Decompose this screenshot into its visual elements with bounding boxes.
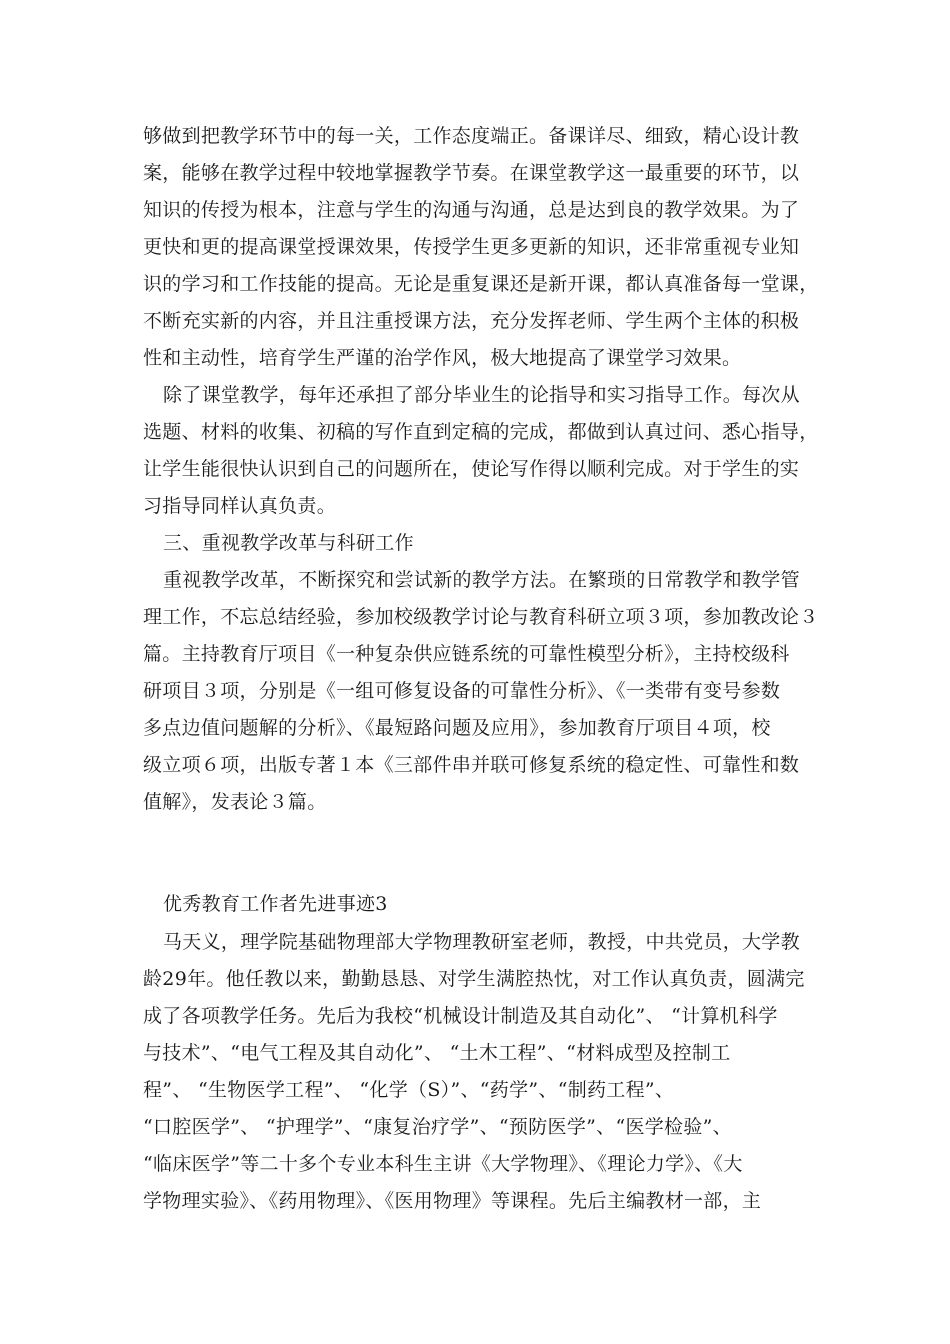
paragraph-line: 习指导同样认真负责。: [143, 495, 337, 517]
paragraph-line: 让学生能很快认识到自己的问题所在，使论写作得以顺利完成。对于学生的实: [143, 458, 800, 480]
paragraph-line: 多点边值问题解的分析》、《最短路问题及应用》，参加教育厅项目４项，校: [143, 717, 771, 739]
paragraph-line: 理工作，不忘总结经验，参加校级教学讨论与教育科研立项３项，参加教改论３: [143, 606, 819, 628]
paragraph-line: 不断充实新的内容，并且注重授课方法，充分发挥老师、学生两个主体的积极: [143, 310, 800, 332]
paragraph-line: 知识的传授为根本，注意与学生的沟通与沟通，总是达到良的教学效果。为了: [143, 199, 800, 221]
paragraph-line: 案，能够在教学过程中较地掌握教学节奏。在课堂教学这一最重要的环节，以: [143, 162, 800, 184]
paragraph-line: 值解》，发表论３篇。: [143, 791, 327, 813]
paragraph-line: 性和主动性，培育学生严谨的治学作风，极大地提高了课堂学习效果。: [143, 347, 742, 369]
section-heading: 三、重视教学改革与科研工作: [163, 532, 414, 554]
paragraph-line: 重视教学改革，不断探究和尝试新的教学方法。在繁琐的日常教学和教学管: [163, 569, 800, 591]
paragraph-line: “口腔医学”、 “护理学”、“康复治疗学”、“预防医学”、“医学检验”、: [143, 1116, 732, 1138]
paragraph-line: 篇。主持教育厅项目《一种复杂供应链系统的可靠性模型分析》，主持校级科: [143, 643, 790, 665]
paragraph-line: 识的学习和工作技能的提高。无论是重复课还是新开课，都认真准备每一堂课，: [143, 273, 819, 295]
paragraph-line: “临床医学”等二十多个专业本科生主讲《大学物理》、《理论力学》、《大: [143, 1153, 743, 1175]
paragraph-line: 成了各项教学任务。先后为我校“机械设计制造及其自动化”、 “计算机科学: [143, 1005, 778, 1027]
paragraph-line: 除了课堂教学，每年还承担了部分毕业生的论指导和实习指导工作。每次从: [163, 384, 800, 406]
paragraph-line: 级立项６项，出版专著１本《三部件串并联可修复系统的稳定性、可靠性和数: [143, 754, 800, 776]
paragraph-line: 研项目３项，分别是《一组可修复设备的可靠性分析》、《一类带有变号参数: [143, 680, 781, 702]
paragraph-line: 与技术”、“电气工程及其自动化”、 “土木工程”、“材料成型及控制工: [143, 1042, 731, 1064]
paragraph-line: 程”、 “生物医学工程”、 “化学（S）”、“药学”、“制药工程”、: [143, 1079, 675, 1101]
paragraph-line: 够做到把教学环节中的每一关，工作态度端正。备课详尽、细致，精心设计教: [143, 125, 800, 147]
article-title: 优秀教育工作者先进事迹3: [163, 893, 388, 915]
paragraph-line: 马天义，理学院基础物理部大学物理教研室老师，教授，中共党员，大学教: [163, 931, 800, 953]
paragraph-line: 选题、材料的收集、初稿的写作直到定稿的完成，都做到认真过问、悉心指导，: [143, 421, 819, 443]
paragraph-line: 学物理实验》、《药用物理》、《医用物理》等课程。先后主编教材一部，主: [143, 1190, 762, 1212]
paragraph-line: 更快和更的提高课堂授课效果，传授学生更多更新的知识，还非常重视专业知: [143, 236, 800, 258]
paragraph-line: 龄29年。他任教以来，勤勤恳恳、对学生满腔热忱，对工作认真负责，圆满完: [143, 968, 805, 990]
